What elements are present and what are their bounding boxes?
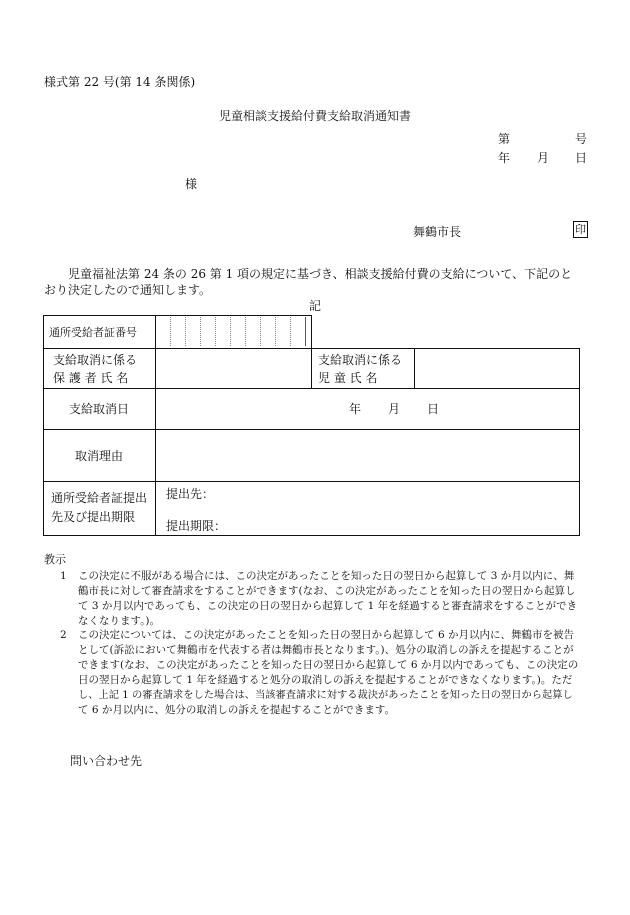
submit-deadline-label: 提出期限： [166, 519, 227, 533]
body-line-2: おり決定したので通知します。 [44, 283, 212, 297]
digit-divider [185, 317, 186, 346]
digit-divider [305, 317, 306, 346]
note-line: この決定については、この決定があったことを知った日の翌日から起算して 6 か月以内に、舞鶴市を被告 [78, 629, 575, 641]
note-line: て 6 か月以内に、処分の取消しの訴えを提起することができます。 [78, 704, 396, 716]
table-border [311, 348, 312, 388]
contact-label: 問い合わせ先 [70, 754, 143, 768]
seal-mark: 印 [575, 223, 586, 236]
note-number: 2 [60, 629, 67, 641]
table-border [155, 315, 156, 348]
digit-divider [290, 317, 291, 346]
addressee-honorific: 様 [185, 177, 198, 191]
digit-divider [215, 317, 216, 346]
guardian-name-label-line2: 保 護 者 氏 名 [53, 371, 129, 385]
issue-number-suffix: 号 [575, 132, 588, 146]
submission-label-line2: 先及び提出期限 [51, 510, 136, 524]
digit-divider [230, 317, 231, 346]
ki-label: 記 [308, 299, 321, 313]
digit-divider [260, 317, 261, 346]
note-line: として(訴訟において舞鶴市を代表する者は舞鶴市長となります。)、処分の取消しの訴えを提起することが [78, 644, 574, 656]
note-number: 1 [60, 570, 67, 582]
note-line: なくなります。)。 [78, 615, 161, 627]
note-line: できます(なお、この決定があったことを知った日の翌日から起算して 6 か月以内であっても、この決定の [78, 659, 579, 671]
table-border [43, 315, 311, 316]
notes-heading: 教示 [44, 553, 66, 566]
form-number: 様式第 22 号(第 14 条関係) [44, 75, 196, 89]
table-border [43, 388, 579, 389]
cancel-date-day-label: 日 [427, 402, 440, 416]
table-border [155, 348, 156, 536]
issuer-name: 舞鶴市長 [413, 225, 462, 239]
guardian-name-label-line1: 支給取消に係る [53, 353, 138, 367]
date-month-label: 月 [537, 151, 550, 165]
table-border [311, 315, 312, 348]
cancel-date-year-label: 年 [349, 402, 362, 416]
date-year-label: 年 [498, 151, 511, 165]
child-name-label-line1: 支給取消に係る [318, 353, 403, 367]
cancel-date-month-label: 月 [388, 402, 401, 416]
table-border [43, 429, 579, 430]
table-border [414, 348, 415, 388]
table-border [579, 348, 580, 536]
date-day-label: 日 [575, 151, 588, 165]
submission-label-line1: 通所受給者証提出 [51, 491, 148, 505]
note-line: し、上記 1 の審査請求をした場合は、当該審査請求に対する裁決があったことを知った日の翌日から起算し [78, 689, 573, 701]
note-item-1 [60, 569, 580, 629]
document-title: 児童相談支援給付費支給取消通知書 [218, 109, 411, 123]
digit-divider [275, 317, 276, 346]
submit-to-label: 提出先： [166, 487, 215, 501]
note-line: 鶴市長に対して審査請求をすることができます(なお、この決定があったことを知った日の翌日から起算し [78, 585, 576, 597]
form-table [43, 315, 579, 536]
table-border [43, 481, 579, 482]
note-line: て 3 か月以内であっても、この決定の日の翌日から起算して 1 年を経過すると審査請求をすることができ [78, 600, 578, 612]
note-line: 日の翌日から起算して 1 年を経過すると処分の取消しの訴えを提起することができなくなります。)。ただ [78, 674, 573, 686]
cancel-date-label: 支給取消日 [68, 402, 129, 416]
issue-number-prefix: 第 [498, 132, 511, 146]
cancel-reason-label: 取消理由 [74, 449, 123, 463]
digit-divider [245, 317, 246, 346]
body-line-1: 児童福祉法第 24 条の 26 第 1 項の規定に基づき、相談支援給付費の支給について、下記のと [68, 267, 573, 281]
note-item-2 [60, 628, 580, 718]
child-name-label-line2: 児 童 氏 名 [318, 371, 378, 385]
body-paragraph [44, 266, 589, 298]
table-border [43, 535, 580, 536]
recipient-cert-number-label: 通所受給者証番号 [49, 326, 137, 339]
digit-divider [200, 317, 201, 346]
note-line: この決定に不服がある場合には、この決定があったことを知った日の翌日から起算して 3 か月以内に、舞 [78, 570, 575, 582]
digit-divider [170, 317, 171, 346]
